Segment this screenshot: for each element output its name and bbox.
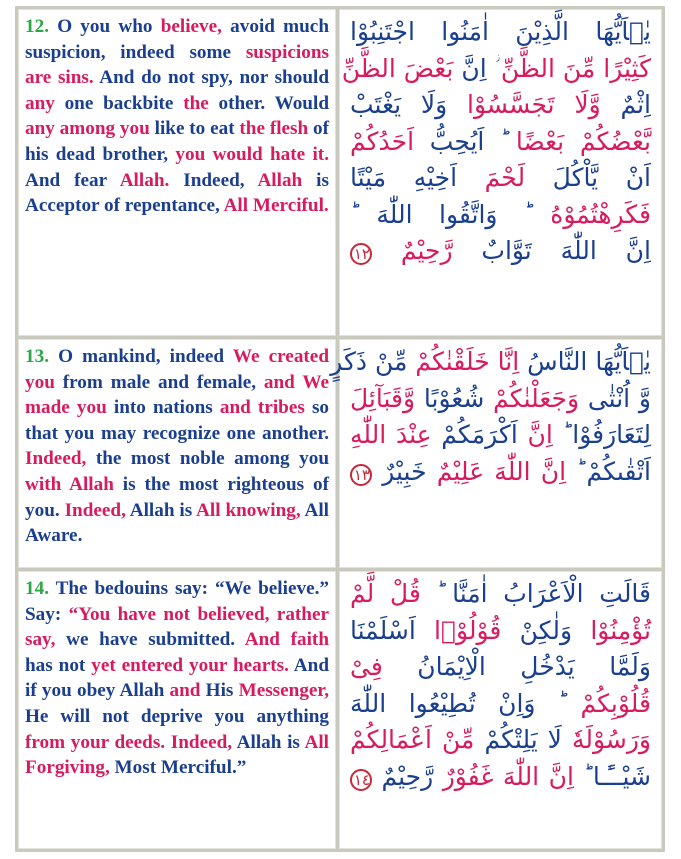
- english-segment: and We made you: [25, 371, 330, 419]
- arabic-line: [341, 51, 651, 88]
- arabic-segment: يٰۤاَيُّهَا النَّاسُ: [519, 347, 651, 376]
- arabic-segment: تُؤْمِنُوْا: [590, 615, 652, 645]
- arabic-segment: قُلْ لَّمْ: [350, 579, 421, 608]
- verse-row-12: [18, 9, 662, 336]
- arabic-segment: وَلَمَّا يَدْخُلِ الْاِيْمَانُ: [382, 652, 651, 681]
- arabic-segment: خَبِيْرٌ: [372, 456, 437, 486]
- arabic-cell: [339, 9, 662, 336]
- arabic-segment: وَجَعَلْنٰكُمْ: [493, 383, 580, 413]
- ayah-end-mark: ١٤: [350, 769, 372, 791]
- english-segment: the most noble among you: [86, 448, 329, 470]
- arabic-line: [350, 417, 651, 454]
- arabic-segment: اَسْلَمْنَا: [350, 615, 435, 645]
- english-segment: into nations: [106, 397, 220, 419]
- arabic-segment: اِنَّا خَلَقْنٰكُمْ: [415, 347, 520, 376]
- arabic-segment: وَّ اُنْثٰى: [579, 383, 651, 413]
- english-segment: and: [169, 680, 201, 702]
- english-segment: Allah: [257, 169, 303, 191]
- english-segment: avoid much suspicion, indeed some: [25, 16, 329, 63]
- english-segment: “You have not believed, rather say,: [25, 603, 330, 651]
- arabic-segment: لَا يَلِتْكُمْ: [474, 725, 562, 754]
- arabic-line: [330, 344, 651, 381]
- english-segment: the flesh: [239, 118, 309, 140]
- english-cell: [18, 339, 336, 568]
- english-segment: suspicions are sins.: [25, 41, 329, 89]
- arabic-segment: بَعْضَ الظَّنِّ: [341, 53, 454, 83]
- verse-number: 12.: [25, 16, 49, 37]
- english-segment: Indeed,: [64, 499, 126, 521]
- arabic-segment: فَكَرِهْتُمُوْهُ: [550, 199, 651, 229]
- english-text: [25, 344, 329, 549]
- english-segment: All knowing,: [196, 499, 301, 521]
- arabic-segment: شُعُوْبًا: [415, 383, 494, 413]
- english-segment: and tribes: [219, 397, 305, 419]
- english-segment: And do not spy, nor should: [93, 67, 329, 89]
- english-segment: any among you: [25, 118, 150, 140]
- arabic-line: [350, 160, 651, 197]
- arabic-segment: ؕ وَاِنْ تُطِيْعُوا اللّٰهَ: [350, 688, 581, 718]
- english-segment: All Merciful.: [223, 195, 329, 217]
- english-segment: O mankind, indeed: [58, 346, 233, 367]
- arabic-segment: قَالَتِ الْاَعْرَابُ اٰمَنَّا ؕ: [420, 579, 651, 608]
- english-text: [25, 14, 329, 219]
- arabic-line: [350, 233, 651, 270]
- english-segment: Allah is: [232, 731, 305, 753]
- arabic-line: [350, 124, 651, 161]
- arabic-segment: وَّقَبَآئِلَ: [350, 383, 416, 413]
- english-segment: the: [183, 92, 209, 114]
- arabic-cell: [330, 339, 662, 568]
- english-segment: from your deeds.: [25, 731, 166, 753]
- arabic-line: [350, 759, 651, 796]
- english-segment: you would hate it.: [175, 143, 329, 165]
- arabic-segment: فِىْ: [350, 652, 383, 681]
- arabic-segment: اَكْرَمَكُمْ: [431, 420, 528, 449]
- english-segment: so that you may recognize one another.: [25, 397, 330, 444]
- english-segment: Allah.: [119, 169, 170, 191]
- english-cell: [18, 571, 336, 849]
- verse-number: 14.: [25, 578, 49, 599]
- english-cell: [18, 9, 336, 336]
- arabic-cell: [339, 571, 662, 849]
- arabic-segment: مِّنْ ذَكَرٍ: [330, 347, 416, 376]
- verse-row-13: [18, 339, 662, 568]
- english-segment: one backbite: [54, 92, 184, 114]
- arabic-segment: ؗ اِنَّ: [453, 53, 501, 83]
- verse-number: 13.: [25, 346, 49, 367]
- english-segment: believe,: [160, 16, 222, 37]
- arabic-segment: ؕ وَاتَّقُوا اللّٰهَ ؕ: [350, 199, 551, 229]
- arabic-segment: اَخِيْهِ مَيْتًا: [350, 163, 485, 192]
- arabic-line: [350, 197, 651, 234]
- english-segment: He will not deprive you anything: [25, 705, 329, 727]
- arabic-segment: كَثِيْرًا مِّنَ الظَّنِّ: [500, 53, 651, 83]
- arabic-line: [350, 454, 651, 491]
- arabic-line: [350, 87, 651, 124]
- english-segment: All Forgiving,: [25, 731, 330, 779]
- arabic-segment: اِنَّ اللّٰهَ عَلِيْمٌ: [436, 456, 567, 486]
- english-segment: All Aware.: [25, 499, 329, 547]
- english-segment: we have submitted.: [55, 629, 245, 651]
- arabic-segment: قُلُوْبِكُمْ: [580, 688, 651, 718]
- english-segment: of his dead brother,: [25, 118, 330, 165]
- english-segment: And if you obey Allah: [25, 654, 329, 702]
- english-segment: from male and female,: [54, 371, 264, 393]
- arabic-segment: ؕ اَيُحِبُّ: [414, 126, 516, 156]
- verse-table: [15, 6, 665, 852]
- english-segment: other. Would: [208, 92, 329, 114]
- english-segment: Most Merciful.”: [109, 757, 247, 779]
- arabic-segment: اَحَدُكُمْ: [350, 126, 415, 156]
- arabic-line: [350, 381, 651, 418]
- english-segment: is Acceptor of repentance,: [25, 169, 329, 217]
- arabic-segment: لِتَعَارَفُوْا ؕ: [552, 420, 651, 449]
- arabic-line: [350, 613, 651, 650]
- arabic-segment: وَلَا يَغْتَبْ: [350, 90, 467, 119]
- arabic-segment: اِثْمٌ: [600, 90, 651, 119]
- arabic-segment: اِنَّ اللّٰهَ تَوَّابٌ: [452, 236, 651, 265]
- english-segment: like to eat: [149, 118, 240, 140]
- english-segments: [25, 16, 329, 216]
- english-text: [25, 576, 329, 781]
- arabic-line: [350, 686, 651, 723]
- ayah-end-mark: ١٣: [350, 464, 372, 486]
- arabic-segment: رَّحِيْمٌ: [372, 761, 443, 791]
- arabic-line: [350, 576, 651, 613]
- english-segment: Allah is: [125, 499, 197, 521]
- english-segment: Indeed,: [169, 169, 258, 191]
- english-segment: And fear: [25, 169, 120, 191]
- english-segment: And faith: [244, 629, 329, 651]
- english-segment: any: [25, 92, 55, 114]
- english-segment: has not: [25, 654, 92, 676]
- arabic-segment: بَّعْضُكُمْ بَعْضًا: [515, 126, 652, 156]
- arabic-segment: وَرَسُوْلَهٗ: [561, 725, 651, 754]
- english-segment: O you who: [57, 16, 161, 37]
- arabic-segment: وَلٰكِنْ: [501, 615, 591, 645]
- english-segment: Indeed,: [25, 448, 87, 470]
- english-segment: We created you: [25, 346, 329, 393]
- english-segment: yet entered your hearts.: [91, 654, 289, 676]
- arabic-segment: رَّحِيْمٌ: [400, 236, 453, 265]
- arabic-segment: وَّلَا تَجَسَّسُوْا: [467, 90, 601, 119]
- arabic-segment: اِنَّ اللّٰهَ غَفُوْرٌ: [442, 761, 574, 791]
- arabic-segment: اَتْقٰٮكُمْ ؕ: [566, 456, 651, 486]
- arabic-line: [350, 722, 651, 759]
- english-segment: is the most righteous of you.: [25, 473, 329, 521]
- ayah-end-mark: ١٢: [350, 243, 372, 265]
- arabic-segment: [372, 236, 401, 265]
- arabic-segment: اَنْ يَّاْكُلَ: [525, 163, 652, 192]
- arabic-line: [350, 14, 651, 51]
- arabic-line: [350, 649, 651, 686]
- arabic-segment: شَيْــًٔـا ؕ: [573, 761, 651, 791]
- arabic-segment: اِنَّ: [527, 420, 553, 449]
- english-segment: The bedouins say: “We believe.” Say:: [25, 578, 329, 625]
- english-segment: with Allah: [25, 473, 114, 495]
- english-segment: Messenger,: [238, 680, 329, 702]
- arabic-segment: عِنْدَ اللّٰهِ: [350, 420, 432, 449]
- english-segments: [25, 346, 329, 546]
- english-segments: [25, 578, 329, 778]
- arabic-segment: قُوْلُوْۤا: [434, 615, 502, 645]
- verse-row-14: [18, 571, 662, 849]
- arabic-segment: مِّنْ اَعْمَالِكُمْ: [350, 725, 475, 754]
- arabic-segment: لَحْمَ: [484, 163, 526, 192]
- english-segment: His: [200, 680, 239, 702]
- english-segment: Indeed,: [170, 731, 233, 753]
- arabic-segment: يٰۤاَيُّهَا الَّذِيْنَ اٰمَنُوا اجْتَنِبُوْا: [350, 17, 651, 46]
